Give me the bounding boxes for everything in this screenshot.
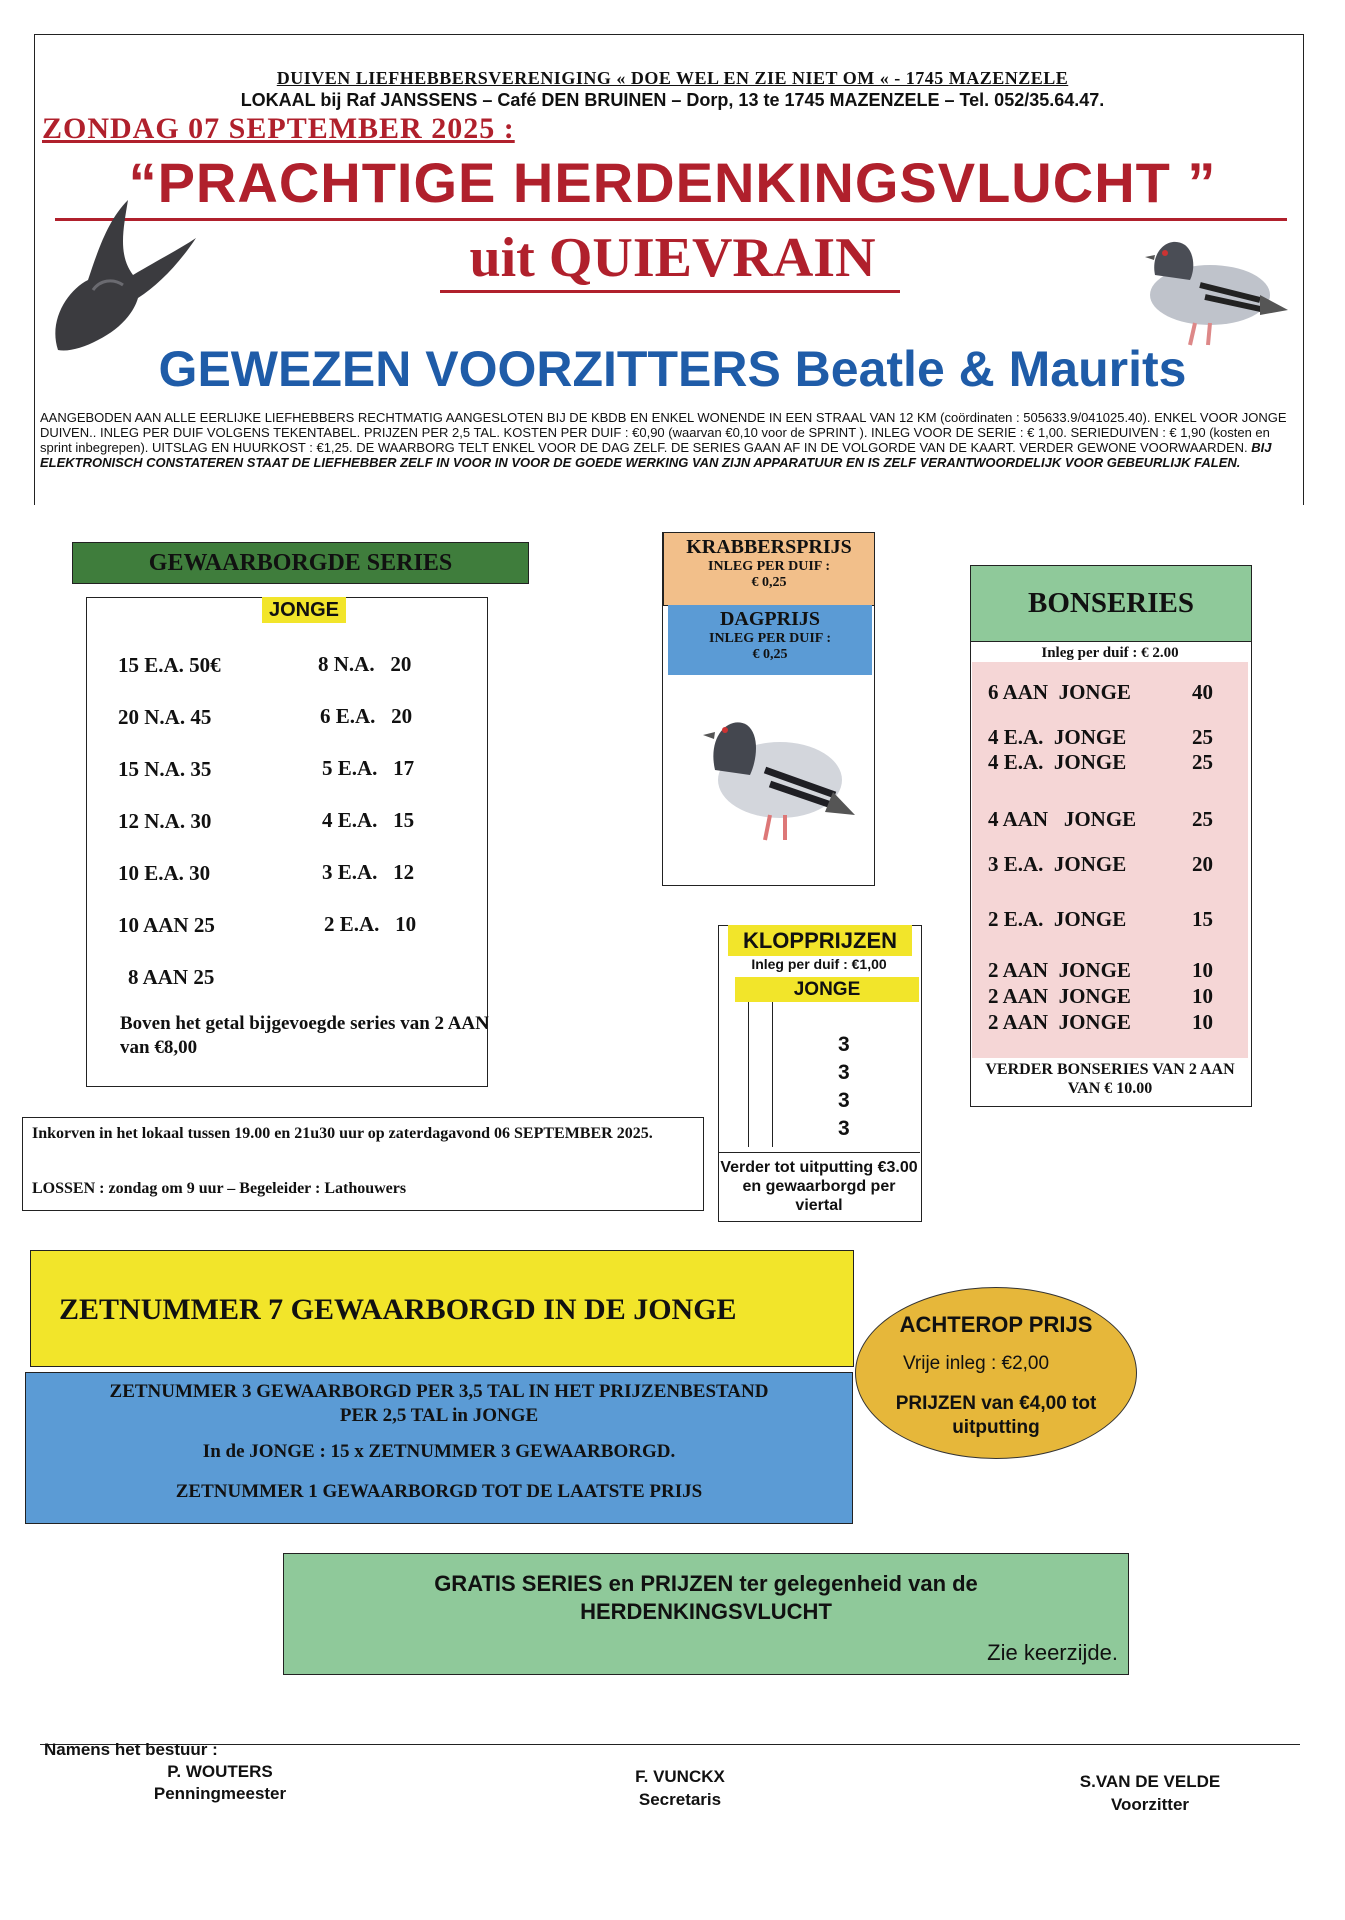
gratis-line1: GRATIS SERIES en PRIJZEN ter gelegenheid van de	[434, 1571, 978, 1596]
lokaal-info: LOKAAL bij Raf JANSSENS – Café DEN BRUINEN – Dorp, 13 te 1745 MAZENZELE – Tel. 052/35.64.47.	[240, 90, 1105, 110]
bestuur-intro: Namens het bestuur :	[44, 1740, 218, 1759]
series-note: Boven het getal bijgevoegde series van 2 AAN van €8,00	[120, 1013, 489, 1058]
bonseries-row-value: 25	[1192, 725, 1213, 749]
bonseries-row-value: 10	[1192, 1010, 1213, 1034]
bonseries-row-label: 4 AAN JONGE	[988, 807, 1137, 831]
bonseries-row-value: 25	[1192, 807, 1213, 831]
series-right-row: 2 E.A. 10	[324, 912, 417, 936]
krabbersprijs-amount: € 0,25	[751, 575, 787, 590]
krabbersprijs-title: KRABBERSPRIJS	[686, 536, 852, 558]
gratis-line	[284, 1570, 1128, 1626]
klopprijzen-inleg: Inleg per duif : €1,00	[751, 956, 887, 972]
penningmeester-role: Penningmeester	[153, 1784, 287, 1803]
series-right-row: 8 N.A. 20	[318, 652, 412, 676]
footer-rule	[40, 1744, 1300, 1745]
bonseries-row-label: 2 AAN JONGE	[988, 1010, 1131, 1034]
klopprijs-value: 3	[838, 1117, 850, 1140]
bonseries-title: BONSERIES	[970, 565, 1252, 642]
dagprijs-panel	[668, 605, 872, 675]
bonseries-row-label: 3 E.A. JONGE	[988, 852, 1127, 876]
series-right-row: 4 E.A. 15	[322, 808, 415, 832]
bonseries-row-label: 6 AAN JONGE	[988, 680, 1131, 704]
secretaris-role: Secretaris	[638, 1790, 722, 1809]
klopprijs-value: 3	[838, 1061, 850, 1084]
zetnummer-line: In de JONGE : 15 x ZETNUMMER 3 GEWAARBORGD.	[202, 1441, 676, 1462]
lossen-text: LOSSEN : zondag om 9 uur – Begeleider : Lathouwers	[32, 1180, 407, 1197]
conditions-text	[40, 410, 1290, 470]
klopprijzen-jonge-tag: JONGE	[735, 977, 919, 1002]
series-left-row: 10 AAN 25	[118, 913, 215, 937]
zie-keerzijde: Zie keerzijde.	[987, 1640, 1118, 1665]
bonseries-row-label: 2 E.A. JONGE	[988, 907, 1127, 931]
club-name: DUIVEN LIEFHEBBERSVERENIGING « DOE WEL EN ZIE NIET OM « - 1745 MAZENZELE	[276, 68, 1069, 88]
secretaris-name: F. VUNCKX	[635, 1767, 725, 1786]
achterop-panel	[855, 1287, 1137, 1459]
zetnummer-line: ZETNUMMER 1 GEWAARBORGD TOT DE LAATSTE PRIJS	[175, 1481, 703, 1502]
series-jonge-tag: JONGE	[262, 597, 346, 623]
klopprijzen-title: KLOPPRIJZEN	[728, 925, 912, 956]
series-left-row: 12 N.A. 30	[118, 809, 212, 833]
zetnummer-line: ZETNUMMER 3 GEWAARBORGD PER 3,5 TAL IN HET PRIJZENBESTAND	[109, 1381, 769, 1402]
series-left-row: 20 N.A. 45	[118, 705, 212, 729]
bonseries-row-value: 40	[1192, 680, 1213, 704]
bonseries-row-value: 15	[1192, 907, 1213, 931]
klop-divider	[748, 1002, 749, 1147]
series-left-row: 15 E.A. 50€	[118, 653, 221, 677]
krabbersprijs-inleg: INLEG PER DUIF :	[708, 559, 830, 574]
zetnummer-line: PER 2,5 TAL in JONGE	[339, 1405, 539, 1426]
pigeon-icon	[685, 700, 855, 850]
klop-divider	[772, 1002, 773, 1147]
bonseries-row-value: 10	[1192, 984, 1213, 1008]
klopprijs-value: 3	[838, 1089, 850, 1112]
conditions-bold: BIJ ELEKTRONISCH CONSTATEREN STAAT DE LIEFHEBBER ZELF IN VOOR IN VOOR DE GOEDE WERKING VAN ZIJN APPARATUUR EN IS ZELF VERANTWOORDELIJK VOOR GEBEURLIJK FALEN.	[40, 440, 1272, 470]
standing-pigeon-icon	[1130, 215, 1290, 350]
series-left-row: 15 N.A. 35	[118, 757, 212, 781]
bonseries-row-label: 2 AAN JONGE	[988, 984, 1131, 1008]
achterop-title: ACHTEROP PRIJS	[899, 1312, 1093, 1337]
release-location: uit QUIEVRAIN	[469, 227, 876, 289]
conditions-body: AANGEBODEN AAN ALLE EERLIJKE LIEFHEBBERS RECHTMATIG AANGESLOTEN BIJ DE KBDB EN ENKEL WONENDE IN EEN STRAAL VAN 12 KM (coördinaten : 505633.9/041025.40). ENKEL VOOR JONGE DUIVEN.. INLEG PER DUIF VOLGENS TEKENTABEL. PRIJZEN PER 2,5 TAL. KOSTEN PER DUIF : €0,90 (waarvan €0,10 voor de SPRINT ). INLEG VOOR DE SERIE : € 1,00. SERIEDUIVEN : € 1,90 (kosten en sprint inbegrepen). UITSLAG EN HUURKOST : €1,25. DE WAARBORG TELT ENKEL VOOR DE DAG ZELF. DE SERIES GAAN AF IN DE VOLGORDE VAN DE KAART. VERDER GEWONE VOORWAARDEN.	[40, 410, 1287, 455]
voorzitter-name: S.VAN DE VELDE	[1079, 1772, 1221, 1791]
zetnummer7-text: ZETNUMMER 7 GEWAARBORGD IN DE JONGE	[59, 1293, 737, 1326]
bonseries-row-value: 20	[1192, 852, 1213, 876]
zetnummer-blue-panel	[25, 1372, 853, 1524]
honoree-subtitle: GEWEZEN VOORZITTERS Beatle & Maurits	[158, 341, 1187, 397]
gratis-panel	[283, 1553, 1129, 1675]
bonseries-row-label: 2 AAN JONGE	[988, 958, 1131, 982]
bonseries-row-label: 4 E.A. JONGE	[988, 725, 1127, 749]
achterop-inleg: Vrije inleg : €2,00	[902, 1353, 1050, 1374]
event-date: ZONDAG 07 SEPTEMBER 2025 :	[42, 112, 515, 145]
gratis-line2: HERDENKINGSVLUCHT	[580, 1599, 832, 1624]
klop-foot-rule	[718, 1152, 920, 1153]
klopprijzen-footer: Verder tot uitputting €3.00 en gewaarborgd per viertal	[720, 1159, 918, 1214]
bonseries-row-value: 10	[1192, 958, 1213, 982]
bonseries-row-label: 4 E.A. JONGE	[988, 750, 1127, 774]
voorzitter-role: Voorzitter	[1110, 1795, 1190, 1814]
dagprijs-title: DAGPRIJS	[719, 608, 820, 630]
series-right-row: 6 E.A. 20	[320, 704, 413, 728]
dagprijs-inleg: INLEG PER DUIF :	[709, 631, 831, 646]
klopprijs-value: 3	[838, 1033, 850, 1056]
zetnummer7-panel	[30, 1250, 854, 1367]
bonseries-inleg: Inleg per duif : € 2.00	[1041, 645, 1179, 661]
series-right-row: 3 E.A. 12	[322, 860, 415, 884]
bonseries-row-value: 25	[1192, 750, 1213, 774]
dagprijs-amount: € 0,25	[752, 647, 788, 662]
inkorven-text: Inkorven in het lokaal tussen 19.00 en 21u30 uur op zaterdagavond 06 SEPTEMBER 2025.	[32, 1125, 653, 1142]
series-title: GEWAARBORGDE SERIES	[72, 542, 529, 584]
achterop-prijzen: PRIJZEN van €4,00 tot uitputting	[895, 1393, 1097, 1438]
series-right-row: 5 E.A. 17	[322, 756, 415, 780]
event-title: “PRACHTIGE HERDENKINGSVLUCHT ”	[128, 151, 1217, 214]
title-underline	[55, 218, 1287, 221]
series-left-row: 8 AAN 25	[128, 965, 215, 989]
bonseries-footer: VERDER BONSERIES VAN 2 AAN VAN € 10.00	[985, 1061, 1235, 1097]
penningmeester-name: P. WOUTERS	[167, 1762, 273, 1781]
krabbersprijs-panel	[663, 532, 875, 606]
series-left-row: 10 E.A. 30	[118, 861, 211, 885]
location-underline	[440, 290, 900, 293]
flying-pigeon-icon	[38, 180, 198, 360]
